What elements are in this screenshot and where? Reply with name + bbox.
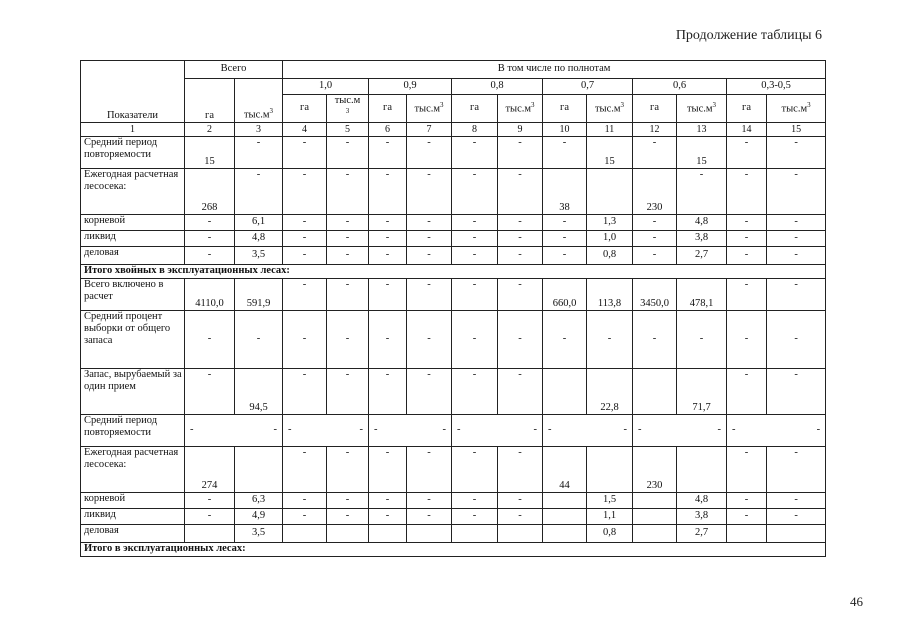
table-cell: - xyxy=(452,215,498,231)
table-cell: - xyxy=(407,369,452,415)
table-cell: - xyxy=(327,509,369,525)
table-cell xyxy=(543,509,587,525)
cell-pair xyxy=(633,415,727,447)
table-cell: - xyxy=(633,311,677,369)
table-cell: - xyxy=(633,137,677,169)
section-row xyxy=(81,265,826,279)
table-cell: - xyxy=(543,137,587,169)
table-cell: - xyxy=(283,279,327,311)
table-cell xyxy=(543,525,587,543)
table-row xyxy=(81,525,826,543)
table-cell: - xyxy=(452,279,498,311)
table-cell: - xyxy=(407,447,452,493)
column-number: 4 xyxy=(283,123,327,137)
row-label: деловая xyxy=(81,525,185,543)
table-cell: - xyxy=(283,493,327,509)
table-cell xyxy=(633,369,677,415)
header-param: Показатели xyxy=(81,61,185,123)
cell-value: - xyxy=(732,424,736,436)
table-caption: Продолжение таблицы 6 xyxy=(675,28,822,43)
header-total-vol: $тыс.м^3$ xyxy=(235,79,283,123)
row-label: Ежегодная расчетная лесосека: xyxy=(81,447,185,493)
table-cell: 4,9 xyxy=(235,509,283,525)
table-cell: - xyxy=(498,447,543,493)
table-cell: 268 xyxy=(185,169,235,215)
table-cell: - xyxy=(407,247,452,265)
header-vol: $тыс.м^3$ xyxy=(407,95,452,123)
table-cell: 1,3 xyxy=(587,215,633,231)
cell-value: - xyxy=(288,424,292,436)
table-cell: - xyxy=(677,311,727,369)
cell-pair xyxy=(543,415,633,447)
table-cell xyxy=(633,493,677,509)
table-cell xyxy=(235,447,283,493)
table-cell: 3450,0 xyxy=(633,279,677,311)
table-cell: 94,5 xyxy=(235,369,283,415)
table-cell: - xyxy=(452,509,498,525)
column-number: 13 xyxy=(677,123,727,137)
table-cell: - xyxy=(727,169,767,215)
table-cell: - xyxy=(767,137,826,169)
table-cell: - xyxy=(283,369,327,415)
table-cell: 15 xyxy=(587,137,633,169)
table-cell: 71,7 xyxy=(677,369,727,415)
header-vol: $тыс.м^3$ xyxy=(587,95,633,123)
table-cell: 230 xyxy=(633,169,677,215)
table-cell: - xyxy=(283,137,327,169)
header-total: Всего xyxy=(185,61,283,79)
cell-value: - xyxy=(359,424,363,436)
table-cell: 2,7 xyxy=(677,247,727,265)
column-number: 12 xyxy=(633,123,677,137)
table-row xyxy=(81,311,826,369)
table-cell: - xyxy=(727,447,767,493)
row-label: корневой xyxy=(81,493,185,509)
column-number: 2 xyxy=(185,123,235,137)
column-number: 8 xyxy=(452,123,498,137)
column-number: 6 xyxy=(369,123,407,137)
table-row xyxy=(81,279,826,311)
table-cell: - xyxy=(283,247,327,265)
table-cell: - xyxy=(407,169,452,215)
column-number: 3 xyxy=(235,123,283,137)
table-cell: - xyxy=(727,231,767,247)
table-cell: - xyxy=(283,169,327,215)
table-row xyxy=(81,137,826,169)
cell-pair xyxy=(369,415,452,447)
cell-value: - xyxy=(533,424,537,436)
table-cell xyxy=(407,525,452,543)
table-cell: - xyxy=(185,369,235,415)
table-cell xyxy=(677,447,727,493)
table-row xyxy=(81,215,826,231)
table-cell: - xyxy=(369,137,407,169)
section-row xyxy=(81,543,826,557)
row-label: ликвид xyxy=(81,509,185,525)
header-vol: $тыс.м^3$ xyxy=(767,95,826,123)
table-cell: - xyxy=(327,169,369,215)
table-cell: - xyxy=(767,509,826,525)
row-label: Средний период повторяемости xyxy=(81,137,185,169)
table-cell: - xyxy=(452,493,498,509)
column-number: 15 xyxy=(767,123,826,137)
table-cell: - xyxy=(543,247,587,265)
forest-table xyxy=(80,60,826,557)
table-cell: - xyxy=(283,231,327,247)
table-cell: - xyxy=(498,509,543,525)
cell-value: - xyxy=(190,424,194,436)
table-cell: - xyxy=(407,311,452,369)
table-cell: - xyxy=(727,279,767,311)
table-row xyxy=(81,447,826,493)
table-cell: - xyxy=(283,215,327,231)
column-number: 5 xyxy=(327,123,369,137)
column-number: 10 xyxy=(543,123,587,137)
header-ha: га xyxy=(543,95,587,123)
header-density-4: 0,7 xyxy=(543,79,633,95)
cell-value: - xyxy=(638,424,642,436)
table-cell: 230 xyxy=(633,447,677,493)
cell-value: - xyxy=(548,424,552,436)
table-cell: - xyxy=(498,247,543,265)
table-cell: - xyxy=(767,279,826,311)
table-cell: - xyxy=(327,447,369,493)
header-ha: га xyxy=(369,95,407,123)
row-label: Средний процент выборки от общего запаса xyxy=(81,311,185,369)
table-cell: - xyxy=(452,169,498,215)
table-cell: - xyxy=(369,231,407,247)
table-cell: - xyxy=(327,279,369,311)
table-cell xyxy=(185,525,235,543)
table-row xyxy=(81,247,826,265)
table-cell: - xyxy=(498,215,543,231)
header-density-5: 0,6 xyxy=(633,79,727,95)
row-label: ликвид xyxy=(81,231,185,247)
table-cell xyxy=(727,525,767,543)
table-cell: 1,1 xyxy=(587,509,633,525)
table-cell: - xyxy=(327,369,369,415)
table-cell: - xyxy=(677,169,727,215)
table-cell xyxy=(767,525,826,543)
table-cell xyxy=(633,525,677,543)
cell-value: - xyxy=(374,424,378,436)
row-label: деловая xyxy=(81,247,185,265)
table-cell: 4,8 xyxy=(677,215,727,231)
header-density-3: 0,8 xyxy=(452,79,543,95)
header-ha: га xyxy=(283,95,327,123)
table-cell: 3,5 xyxy=(235,525,283,543)
table-row xyxy=(81,493,826,509)
table-cell: - xyxy=(407,215,452,231)
table-cell: 3,8 xyxy=(677,231,727,247)
table-cell: - xyxy=(452,369,498,415)
table-cell: - xyxy=(407,509,452,525)
table-cell: - xyxy=(543,215,587,231)
table-cell xyxy=(498,525,543,543)
column-number: 7 xyxy=(407,123,452,137)
table-cell: - xyxy=(498,231,543,247)
cell-pair xyxy=(727,415,826,447)
table-cell xyxy=(543,369,587,415)
cell-value: - xyxy=(623,424,627,436)
table-cell: 478,1 xyxy=(677,279,727,311)
table-cell: - xyxy=(498,169,543,215)
table-cell xyxy=(327,525,369,543)
column-number: 1 xyxy=(81,123,185,137)
header-ha: га xyxy=(633,95,677,123)
cell-value: - xyxy=(442,424,446,436)
cell-pair xyxy=(452,415,543,447)
table-cell xyxy=(587,169,633,215)
table-cell: - xyxy=(369,493,407,509)
table-cell: - xyxy=(633,215,677,231)
table-cell: - xyxy=(498,493,543,509)
table-cell: 591,9 xyxy=(235,279,283,311)
table-cell: - xyxy=(407,493,452,509)
row-label: Средний период повторяемости xyxy=(81,415,185,447)
row-label: корневой xyxy=(81,215,185,231)
table-cell: - xyxy=(185,493,235,509)
table-cell: - xyxy=(283,509,327,525)
table-cell: 6,1 xyxy=(235,215,283,231)
header-total-ha: га xyxy=(185,79,235,123)
column-number: 11 xyxy=(587,123,633,137)
table-cell: - xyxy=(369,311,407,369)
table-cell: - xyxy=(543,311,587,369)
table-cell: 4,8 xyxy=(677,493,727,509)
table-cell: 4,8 xyxy=(235,231,283,247)
table-cell: 22,8 xyxy=(587,369,633,415)
table-cell: - xyxy=(407,279,452,311)
header-ha: га xyxy=(452,95,498,123)
table-cell: 0,8 xyxy=(587,247,633,265)
table-cell: - xyxy=(283,447,327,493)
table-cell: - xyxy=(767,169,826,215)
row-label: Запас, вырубаемый за один прием xyxy=(81,369,185,415)
header-vol: тыс.м $^3$ xyxy=(327,95,369,123)
table-body xyxy=(81,137,826,557)
table-cell: - xyxy=(633,247,677,265)
table-cell: - xyxy=(452,231,498,247)
table-cell: 3,5 xyxy=(235,247,283,265)
table-cell: - xyxy=(185,247,235,265)
header-density-2: 0,9 xyxy=(369,79,452,95)
table-cell: 660,0 xyxy=(543,279,587,311)
table-cell: - xyxy=(235,137,283,169)
table-cell: - xyxy=(327,493,369,509)
table-cell: 1,5 xyxy=(587,493,633,509)
table-row xyxy=(81,369,826,415)
table-cell: - xyxy=(452,247,498,265)
table-cell: 38 xyxy=(543,169,587,215)
header-ha: га xyxy=(727,95,767,123)
table-cell: - xyxy=(767,231,826,247)
table-cell: - xyxy=(185,231,235,247)
table-cell: - xyxy=(369,369,407,415)
table-cell: - xyxy=(185,311,235,369)
table-cell: - xyxy=(727,493,767,509)
table-cell: - xyxy=(369,279,407,311)
table-cell: 0,8 xyxy=(587,525,633,543)
table-cell: - xyxy=(185,509,235,525)
section-title: Итого хвойных в эксплуатационных лесах: xyxy=(81,265,826,279)
column-number: 14 xyxy=(727,123,767,137)
row-label: Ежегодная расчетная лесосека: xyxy=(81,169,185,215)
header-vol: $тыс.м^3$ xyxy=(677,95,727,123)
table-cell: - xyxy=(767,369,826,415)
table-cell: - xyxy=(767,311,826,369)
table-row xyxy=(81,509,826,525)
table-cell: 6,3 xyxy=(235,493,283,509)
table-cell: 274 xyxy=(185,447,235,493)
table-row xyxy=(81,169,826,215)
cell-pair xyxy=(283,415,369,447)
table-cell: - xyxy=(283,311,327,369)
cell-value: - xyxy=(273,424,277,436)
table-cell: - xyxy=(767,447,826,493)
table-cell: 15 xyxy=(185,137,235,169)
page-number: 46 xyxy=(850,594,863,609)
table-cell: - xyxy=(498,369,543,415)
table-cell: - xyxy=(369,447,407,493)
table-cell: 44 xyxy=(543,447,587,493)
table-row xyxy=(81,231,826,247)
header-vol: $тыс.м^3$ xyxy=(498,95,543,123)
table-cell: - xyxy=(498,137,543,169)
table-cell: - xyxy=(452,137,498,169)
cell-pair xyxy=(185,415,283,447)
table-cell: - xyxy=(369,247,407,265)
table-cell: - xyxy=(767,493,826,509)
header-density-1: 1,0 xyxy=(283,79,369,95)
table-cell: - xyxy=(235,169,283,215)
table-cell: - xyxy=(727,311,767,369)
table-cell: - xyxy=(327,247,369,265)
table-cell: - xyxy=(235,311,283,369)
table-cell: - xyxy=(587,311,633,369)
table-cell: - xyxy=(369,169,407,215)
table-cell: - xyxy=(327,311,369,369)
table-cell: - xyxy=(498,279,543,311)
table-cell: - xyxy=(498,311,543,369)
table-cell xyxy=(543,493,587,509)
table-cell: 2,7 xyxy=(677,525,727,543)
table-cell: 113,8 xyxy=(587,279,633,311)
table-cell: - xyxy=(327,137,369,169)
table-cell: 15 xyxy=(677,137,727,169)
table-cell: - xyxy=(369,215,407,231)
table-cell xyxy=(587,447,633,493)
row-label: Всего включено в расчет xyxy=(81,279,185,311)
section-title: Итого в эксплуатационных лесах: xyxy=(81,543,826,557)
table-row xyxy=(81,415,826,447)
table-cell: - xyxy=(327,231,369,247)
table-cell xyxy=(452,525,498,543)
table-cell: - xyxy=(543,231,587,247)
table-cell: - xyxy=(727,215,767,231)
table-cell: - xyxy=(727,509,767,525)
table-cell: - xyxy=(452,311,498,369)
table-cell: - xyxy=(452,447,498,493)
header-by-density: В том числе по полнотам xyxy=(283,61,826,79)
table-cell: - xyxy=(767,215,826,231)
table-cell: 4110,0 xyxy=(185,279,235,311)
table-cell xyxy=(369,525,407,543)
table-cell: - xyxy=(369,509,407,525)
table-cell: - xyxy=(327,215,369,231)
table-cell: 1,0 xyxy=(587,231,633,247)
table-cell: - xyxy=(767,247,826,265)
header-density-6: 0,3-0,5 xyxy=(727,79,826,95)
table-cell: 3,8 xyxy=(677,509,727,525)
table-cell: - xyxy=(407,231,452,247)
table-cell: - xyxy=(727,247,767,265)
column-number: 9 xyxy=(498,123,543,137)
table-cell: - xyxy=(727,137,767,169)
table-cell: - xyxy=(185,215,235,231)
table-cell: - xyxy=(727,369,767,415)
table-cell: - xyxy=(633,231,677,247)
cell-value: - xyxy=(816,424,821,436)
cell-value: - xyxy=(717,424,721,436)
table-cell xyxy=(633,509,677,525)
table-cell xyxy=(283,525,327,543)
cell-value: - xyxy=(457,424,461,436)
table-cell: - xyxy=(407,137,452,169)
